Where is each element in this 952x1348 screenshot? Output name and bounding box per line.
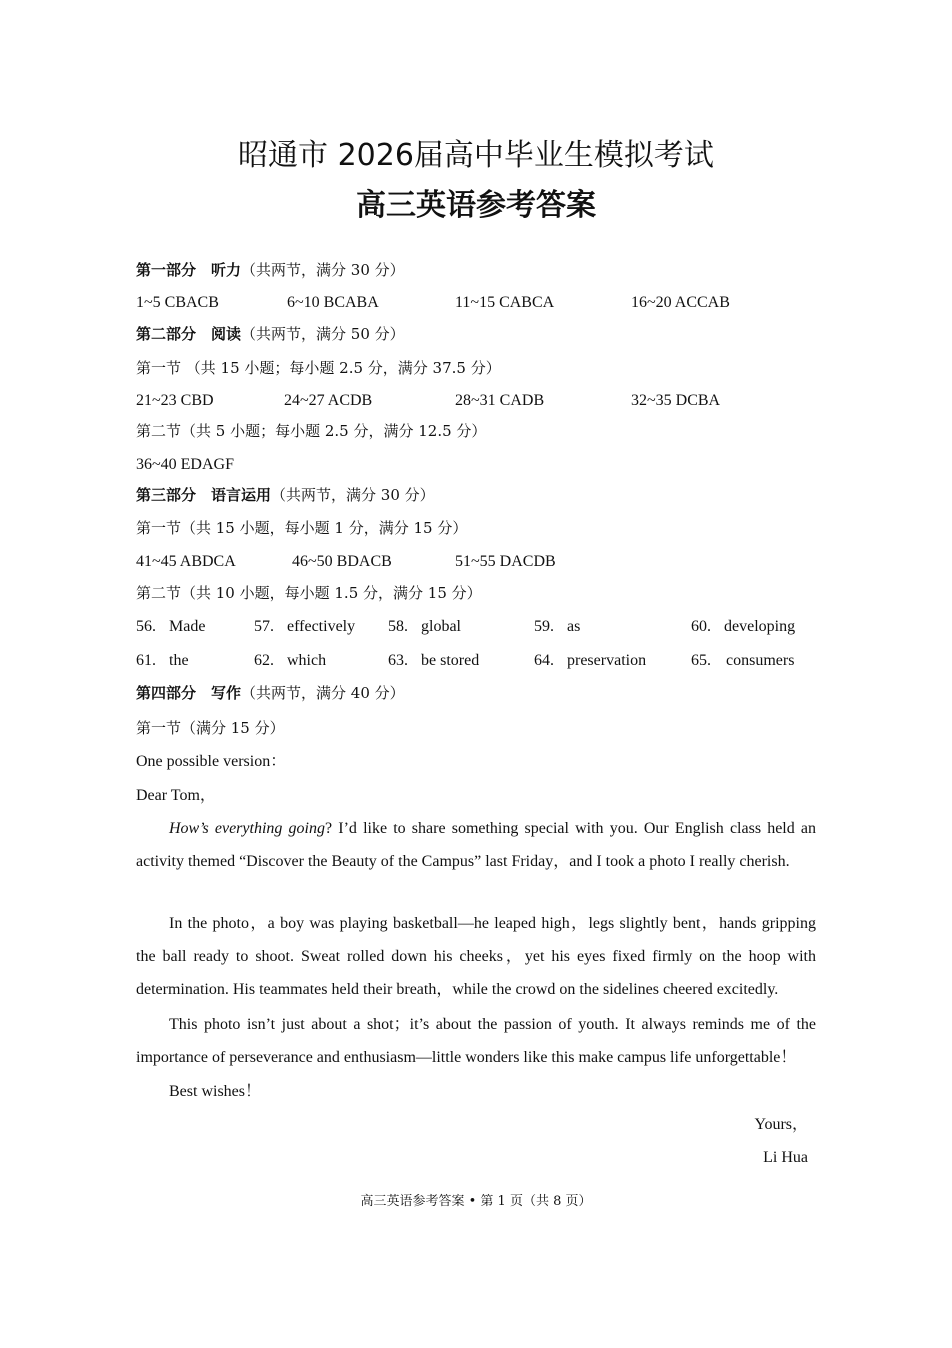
fill-number: 56. [136,618,156,635]
letter-paragraph-3: This photo isn’t just about a shot；it’s about the passion of youth. It always reminds me of the importance of perseverance and enthusiasm—little wonders like this make campus life unforgettable！ [136,1016,816,1066]
fill-answer: global [421,618,461,635]
fill-answer: developing [724,618,796,635]
answer-group: 6~10 BCABA [287,294,379,311]
letter-signature: Li Hua [763,1149,808,1166]
answer-group: 16~20 ACCAB [631,294,730,311]
fill-number: 64. [534,652,554,669]
part1-header [136,259,405,282]
fill-answer: Made [169,618,206,635]
letter-closing: Best wishes！ [169,1083,262,1100]
fill-answer: effectively [287,618,356,635]
fill-blank-row [0,616,952,638]
fill-answer: the [169,652,189,669]
part2-section1: 第一节 （共 15 小题；每小题 2.5 分，满分 37.5 分） [136,359,501,377]
part3-heading: 第三部分 语言运用 [136,486,272,504]
fill-number: 63. [388,652,408,669]
part2-note: （共两节，满分 50 分） [241,325,405,343]
part3-section1: 第一节（共 15 小题，每小题 1 分，满分 15 分） [136,519,468,537]
letter-paragraph-1-text: ? I’d like to share something special with you. Our English class held an activity themed “Discover the Beauty of the Campus” last Friday，and I took a photo I really cherish. [136,820,816,870]
part1-heading: 第一部分 听力 [136,261,242,279]
part1-note: （共两节，满分 30 分） [241,261,405,279]
answer-group: 21~23 CBD [136,392,214,409]
letter-opening-italic: How’s everything going [169,820,325,837]
part2-answers2: 36~40 EDAGF [136,456,234,473]
letter-greeting: Dear Tom， [136,787,216,804]
part4-header [136,682,405,705]
page-footer: 高三英语参考答案 • 第 1 页（共 8 页） [360,1194,592,1209]
answer-group: 41~45 ABDCA [136,553,236,570]
fill-answer: preservation [567,652,647,669]
part3-section2: 第二节（共 10 小题，每小题 1.5 分，满分 15 分） [136,584,482,602]
answer-group: 46~50 BDACB [292,553,392,570]
fill-number: 61. [136,652,156,669]
fill-number: 58. [388,618,408,635]
part2-header [136,323,405,346]
fill-number: 62. [254,652,274,669]
answer-group: 24~27 ACDB [284,392,373,409]
part3-header [136,484,435,507]
part3-answers-row [0,551,952,573]
letter-sign-off: Yours， [754,1116,808,1133]
part4-heading: 第四部分 写作 [136,684,242,702]
answer-group: 51~55 DACDB [455,553,556,570]
part2-section2: 第二节（共 5 小题；每小题 2.5 分，满分 12.5 分） [136,422,487,440]
part4-note: （共两节，满分 40 分） [241,684,405,702]
fill-answer: as [567,618,581,635]
exam-title: 昭通市 2026届高中毕业生模拟考试 [238,138,714,173]
part4-section1: 第一节（满分 15 分） [136,719,285,737]
part3-note: （共两节，满分 30 分） [271,486,435,504]
fill-answer: which [287,652,327,669]
fill-answer: be stored [421,652,480,669]
part2-answers-row [0,390,952,412]
part2-heading: 第二部分 阅读 [136,325,242,343]
answer-group: 28~31 CADB [455,392,545,409]
fill-number: 57. [254,618,274,635]
part1-answers-row [0,292,952,314]
fill-number: 59. [534,618,554,635]
fill-blank-row [0,650,952,672]
fill-number: 60. [691,618,711,635]
version-label: One possible version： [136,753,287,770]
fill-answer: consumers [726,652,795,669]
answer-group: 32~35 DCBA [631,392,721,409]
letter-paragraph-1 [136,812,816,878]
fill-number: 65. [691,652,711,669]
answer-key-subtitle: 高三英语参考答案 [356,188,596,223]
letter-paragraph-2: In the photo，a boy was playing basketball—he leaped high，legs slightly bent，hands gripping the ball ready to shoot. Sweat rolled down his cheeks，yet his eyes fixed firmly on the hoop with determination. His teammates held their breath，while the crowd on the sidelines cheered excitedly. [136,915,816,998]
answer-group: 11~15 CABCA [455,294,555,311]
answer-group: 1~5 CBACB [136,294,219,311]
